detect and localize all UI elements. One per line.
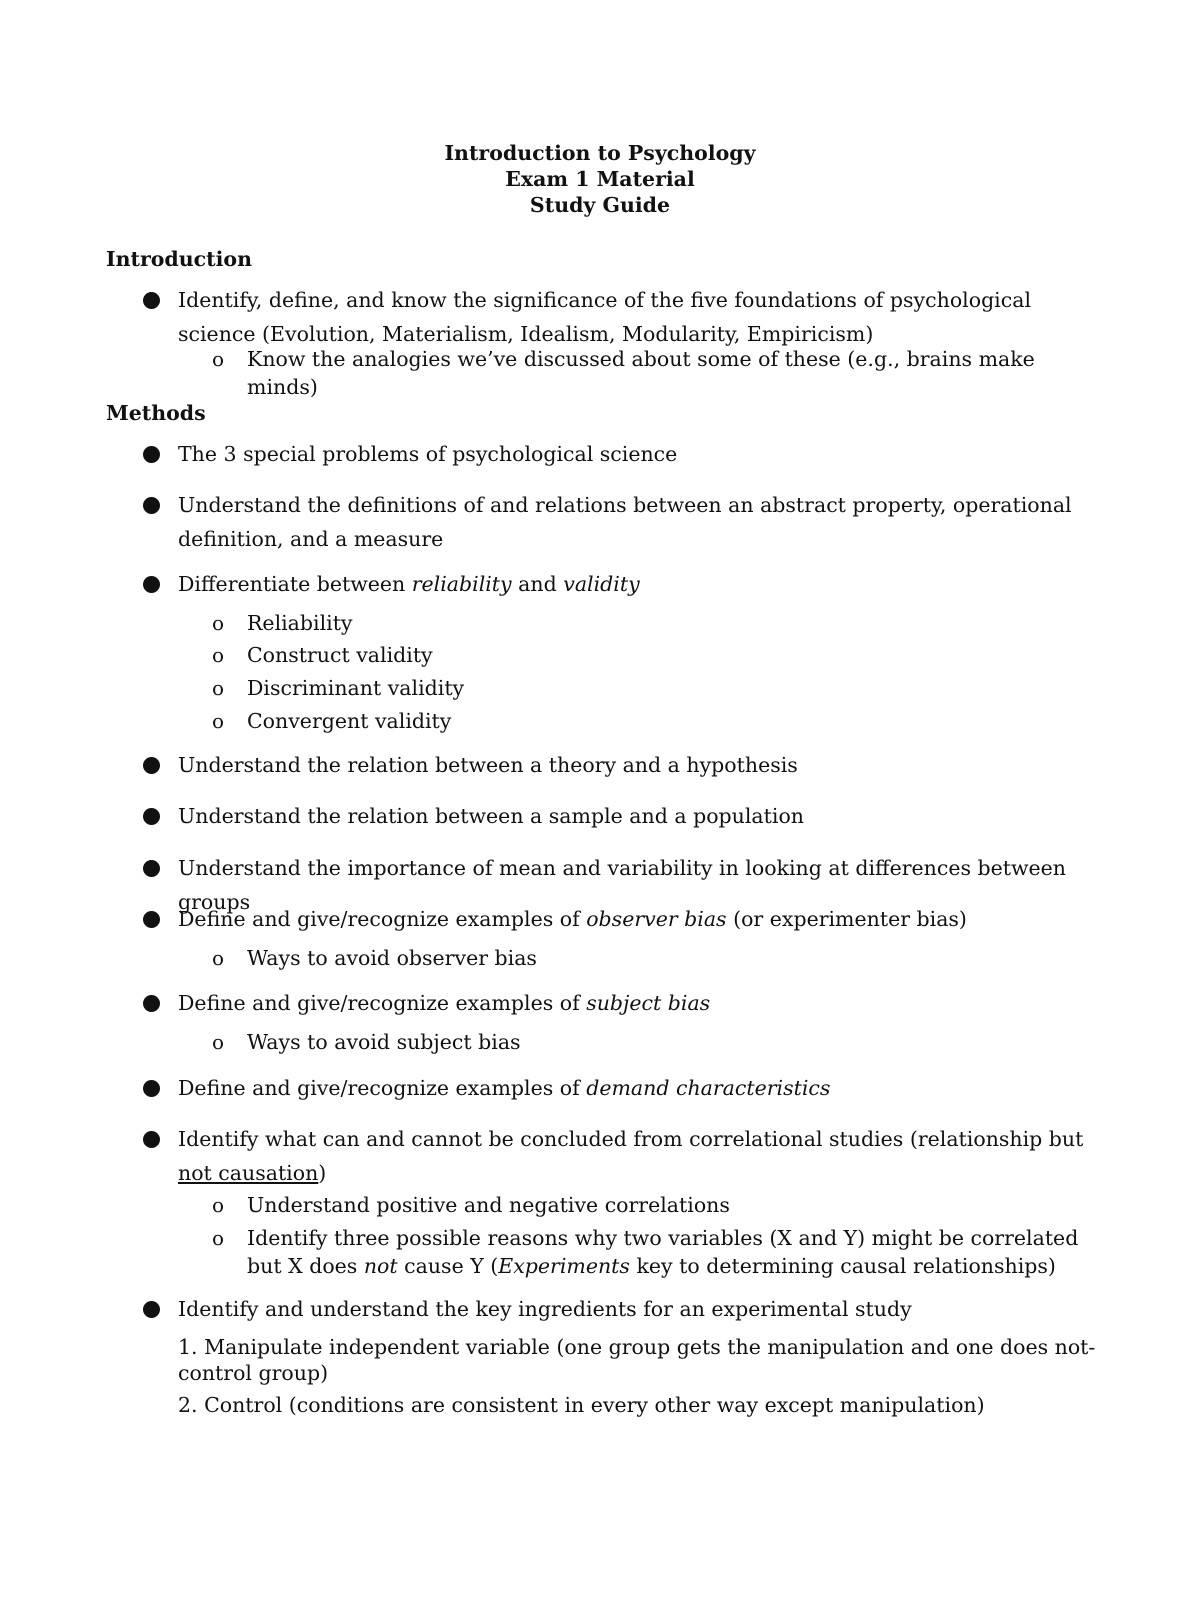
text-run: Define and give/recognize examples of <box>178 1076 587 1100</box>
sub-bullet-icon: o <box>212 1226 225 1250</box>
section-heading-methods: Methods <box>106 401 206 425</box>
sub-list-item: Understand positive and negative correlations <box>247 1193 730 1217</box>
section-heading-introduction: Introduction <box>106 247 252 271</box>
numbered-item: 2. Control (conditions are consistent in every other way except manipulation) <box>178 1393 985 1417</box>
text-run: cause Y ( <box>397 1254 499 1278</box>
bullet-icon <box>143 1301 160 1318</box>
text-run: Differentiate between <box>178 572 412 596</box>
underlined-text: not causation <box>178 1161 319 1185</box>
text-run: key to determining causal relationships) <box>629 1254 1056 1278</box>
emphasis-text: Experiments <box>498 1254 630 1278</box>
document-subtitle-2: Study Guide <box>529 193 671 217</box>
sub-list-item <box>247 1224 1087 1280</box>
text-run: and <box>511 572 564 596</box>
text-run: Define and give/recognize examples of <box>178 991 587 1015</box>
bullet-icon <box>143 576 160 593</box>
emphasis-text: demand characteristics <box>586 1076 831 1100</box>
bullet-icon <box>143 860 160 877</box>
sub-bullet-icon: o <box>212 676 225 700</box>
emphasis-text: subject bias <box>586 991 711 1015</box>
bullet-icon <box>143 497 160 514</box>
sub-list-item: Discriminant validity <box>247 676 465 700</box>
emphasis-text: observer bias <box>586 907 727 931</box>
emphasis-text: validity <box>563 572 640 596</box>
document-title: Introduction to Psychology <box>444 141 756 165</box>
sub-list-item: Know the analogies we’ve discussed about some of these (e.g., brains make minds) <box>247 347 1035 399</box>
bullet-icon <box>143 757 160 774</box>
sub-list-item: Construct validity <box>247 643 433 667</box>
text-run: Identify what can and cannot be concluded from correlational studies (relationship but <box>178 1127 1084 1151</box>
list-item <box>178 1071 1098 1105</box>
list-item: Understand the definitions of and relations between an abstract property, operational definition, and a measure <box>178 493 1072 551</box>
numbered-item: 1. Manipulate independent variable (one group gets the manipulation and one does not- control group) <box>178 1335 1096 1385</box>
list-item: Understand the relation between a sample and a population <box>178 804 804 828</box>
list-item <box>178 1122 1098 1190</box>
text-run: Define and give/recognize examples of <box>178 907 587 931</box>
list-item <box>178 567 1098 601</box>
emphasis-text: reliability <box>411 572 512 596</box>
sub-list-item: Ways to avoid observer bias <box>247 946 537 970</box>
sub-bullet-icon: o <box>212 709 225 733</box>
list-item <box>178 986 1098 1020</box>
sub-list-item: Reliability <box>247 611 353 635</box>
list-item: Identify and understand the key ingredients for an experimental study <box>178 1297 912 1321</box>
sub-list-item: Ways to avoid subject bias <box>247 1030 521 1054</box>
sub-bullet-icon: o <box>212 643 225 667</box>
sub-bullet-icon: o <box>212 347 225 371</box>
emphasis-text: not <box>363 1254 398 1278</box>
sub-bullet-icon: o <box>212 946 225 970</box>
bullet-icon <box>143 292 160 309</box>
sub-bullet-icon: o <box>212 1030 225 1054</box>
bullet-icon <box>143 995 160 1012</box>
text-run: ) <box>318 1161 327 1185</box>
bullet-icon <box>143 1131 160 1148</box>
text-run: (or experimenter bias) <box>726 907 967 931</box>
bullet-icon <box>143 446 160 463</box>
sub-bullet-icon: o <box>212 611 225 635</box>
list-item: Understand the relation between a theory and a hypothesis <box>178 753 798 777</box>
list-item <box>178 902 1098 936</box>
bullet-icon <box>143 1080 160 1097</box>
sub-list-item: Convergent validity <box>247 709 452 733</box>
bullet-icon <box>143 808 160 825</box>
text-run: Identify three possible reasons why two variables (X and Y) might be correlated but X does <box>247 1226 1079 1278</box>
bullet-icon <box>143 911 160 928</box>
list-item: The 3 special problems of psychological science <box>178 442 678 466</box>
sub-bullet-icon: o <box>212 1193 225 1217</box>
list-item: Understand the importance of mean and variability in looking at differences between groups <box>178 856 1067 914</box>
document-subtitle: Exam 1 Material <box>505 167 695 191</box>
list-item: Identify, define, and know the significance of the five foundations of psychological science (Evolution, Materialism, Idealism, Modularity, Empiricism) <box>178 288 1032 346</box>
